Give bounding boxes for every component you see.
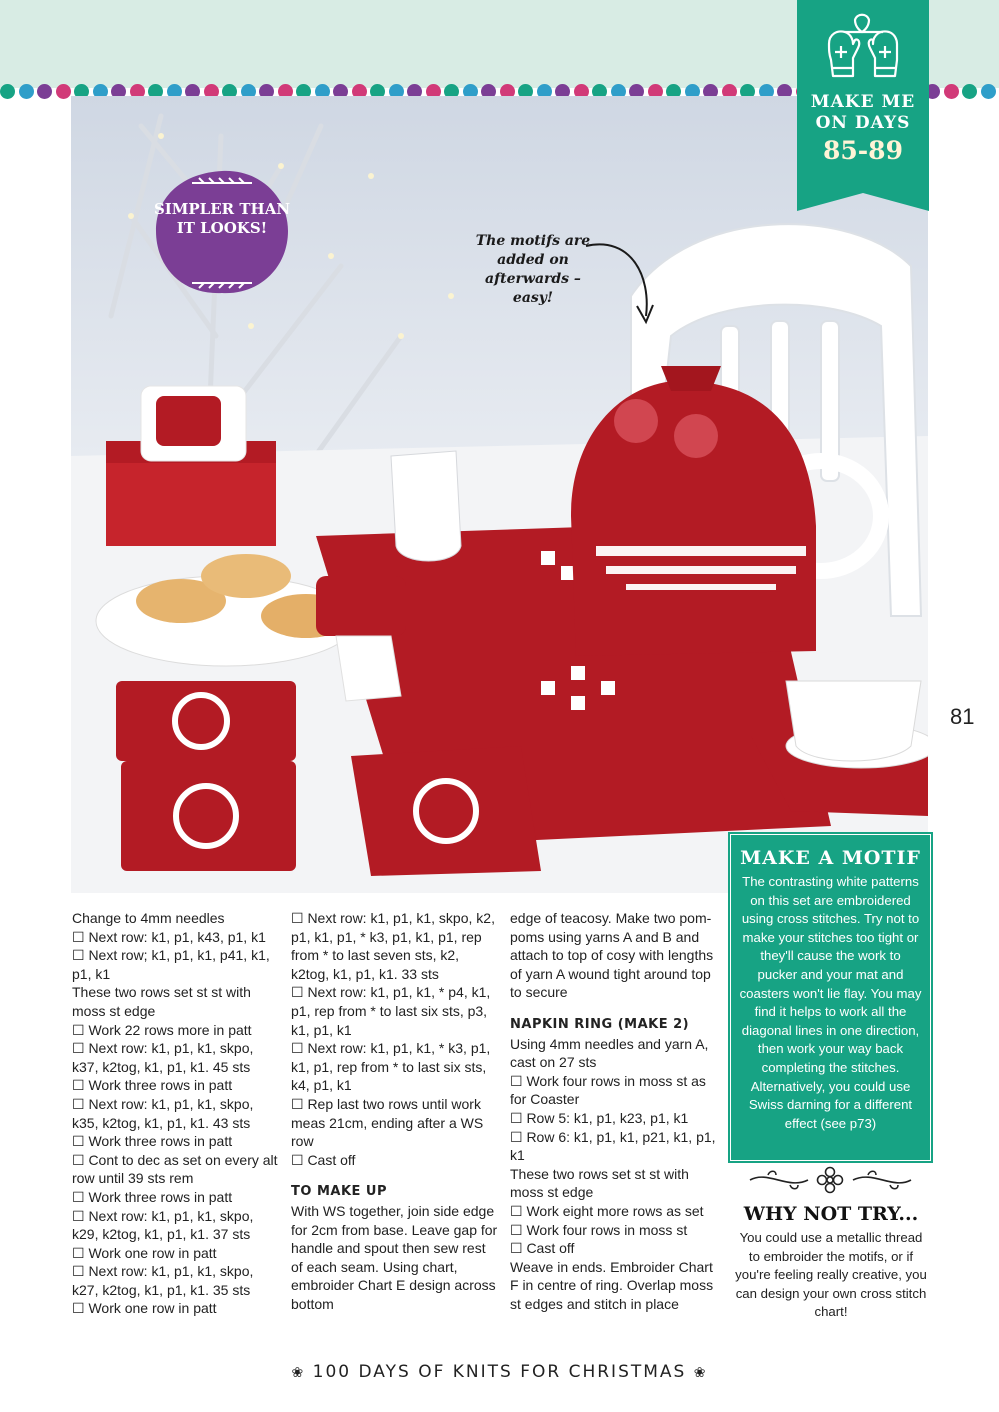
pattern-line: ☐ Next row; k1, p1, k1, p41, k1, p1, k1 (72, 947, 270, 982)
pattern-line: ☐ Work three rows in patt (72, 1133, 233, 1150)
sticker-text: SIMPLER THAN IT LOOKS! (153, 200, 291, 237)
pattern-line: Using 4mm needles and yarn A, cast on 27 sts (510, 1035, 709, 1071)
pattern-line: ☐ Work one row in patt (72, 1300, 217, 1317)
mittens-icon (825, 10, 901, 88)
pattern-line: ☐ Next row: k1, p1, k43, p1, k1 (72, 928, 266, 945)
make-a-motif-box (730, 834, 931, 1161)
why-not-try-text: You could use a metallic thread to embroider the motifs, or if you're feeling really creative, you can design your own cross stitch chart! (735, 1230, 927, 1320)
badge-line-2: ON DAYS (815, 113, 911, 133)
pattern-line: ☐ Row 6: k1, p1, k1, p21, k1, p1, k1 (510, 1128, 716, 1164)
to-make-up-text: With WS together, join side edge for 2cm from base. Leave gap for handle and spout then sew rest of each seam. Using chart, embroider Chart E design across bottom (291, 1202, 498, 1312)
pattern-line: ☐ Next row: k1, p1, k1, skpo, k2, p1, k1, p1, * k3, p1, k1, p1, rep from * to last seven sts, k2, k2tog, k1, p1, k1. 33 sts (291, 910, 495, 982)
flower-icon: ❀ (291, 1365, 306, 1381)
badge-line-1: MAKE ME (810, 92, 916, 112)
pattern-column-1 (72, 909, 282, 1318)
pattern-line: These two rows set st st with moss st edge (510, 1165, 689, 1201)
pattern-line: ☐ Next row: k1, p1, k1, skpo, k35, k2tog, k1, p1, k1. 43 sts (72, 1095, 254, 1131)
badge-days: 85-89 (823, 136, 903, 165)
pattern-line: ☐ Work 22 rows more in patt (72, 1021, 252, 1038)
why-not-try-title: WHY NOT TRY... (743, 1203, 919, 1225)
pattern-line: ☐ Row 5: k1, p1, k23, p1, k1 (510, 1109, 689, 1126)
pattern-line: ☐ Work four rows in moss st as for Coaster (510, 1072, 706, 1108)
pattern-line: ☐ Work four rows in moss st (510, 1221, 688, 1238)
pattern-line: ☐ Cast off (510, 1240, 575, 1257)
pattern-line: ☐ Next row: k1, p1, k1, * k3, p1, k1, p1, rep from * to last six sts, k4, p1, k1 (291, 1040, 491, 1094)
make-up-continued: edge of teacosy. Make two pom-poms using yarns A and B and attach to top of cosy with lengths of yarn A wound tight around top to secure (510, 910, 714, 1001)
pattern-line: Weave in ends. Embroider Chart F in centre of ring. Overlap moss st edges and stitch in place (510, 1258, 714, 1312)
page-footer (0, 1362, 999, 1382)
pattern-line: ☐ Work eight more rows as set (510, 1202, 704, 1219)
days-badge (797, 0, 929, 193)
pattern-line: These two rows set st st with moss st edge (72, 984, 251, 1019)
pattern-line: ☐ Work three rows in patt (72, 1077, 233, 1094)
pattern-line: ☐ Next row: k1, p1, k1, skpo, k27, k2tog, k1, p1, k1. 35 sts (72, 1263, 254, 1298)
pattern-column-3 (510, 909, 720, 1313)
pattern-line: Change to 4mm needles (72, 910, 225, 926)
pattern-line: ☐ Next row: k1, p1, k1, * p4, k1, p1, rep from * to last six sts, p3, k1, p1, k1 (291, 984, 491, 1038)
pattern-line: ☐ Work three rows in patt (72, 1188, 233, 1205)
flower-vine-icon (748, 1166, 913, 1194)
motif-title: MAKE A MOTIF (740, 847, 921, 869)
scallop-dot (944, 84, 959, 99)
scallop-dot (962, 84, 977, 99)
scallop-dot (19, 84, 34, 99)
to-make-up-heading: TO MAKE UP (291, 1184, 388, 1200)
motif-text: The contrasting white patterns on this set are embroidered using cross stitches. Try not to make your stitches too tight or they'll cause the work to pucker and your mat and coasters won't lie flay. You may find it helps to work all the diagonal lines in one direction, then work your way back completing the stitches. Alternatively, you could use Swiss darning for a different effect (see p73) (739, 874, 922, 1131)
pattern-column-2 (291, 909, 501, 1313)
footer-text: 100 DAYS OF KNITS FOR CHRISTMAS (312, 1362, 687, 1382)
scallop-dot (37, 84, 52, 99)
pattern-line: ☐ Work one row in patt (72, 1244, 217, 1261)
scallop-dot (0, 84, 15, 99)
napkin-ring-heading: NAPKIN RING (MAKE 2) (510, 1016, 690, 1032)
flower-icon: ❀ (693, 1365, 708, 1381)
pattern-line: ☐ Cast off (291, 1151, 356, 1168)
pattern-line: ☐ Cont to dec as set on every alt row until 39 sts rem (72, 1151, 278, 1187)
scallop-dot (981, 84, 996, 99)
pattern-line: ☐ Rep last two rows until work meas 21cm, ending after a WS row (291, 1095, 484, 1150)
pattern-line: ☐ Next row: k1, p1, k1, skpo, k37, k2tog, k1, p1, k1. 45 sts (72, 1040, 254, 1075)
page-number: 81 (950, 704, 975, 729)
scallop-dot (56, 84, 71, 99)
photo-callout: The motifs are added on afterwards – easy! (475, 233, 591, 306)
pattern-line: ☐ Next row: k1, p1, k1, skpo, k29, k2tog, k1, p1, k1. 37 sts (72, 1207, 254, 1243)
